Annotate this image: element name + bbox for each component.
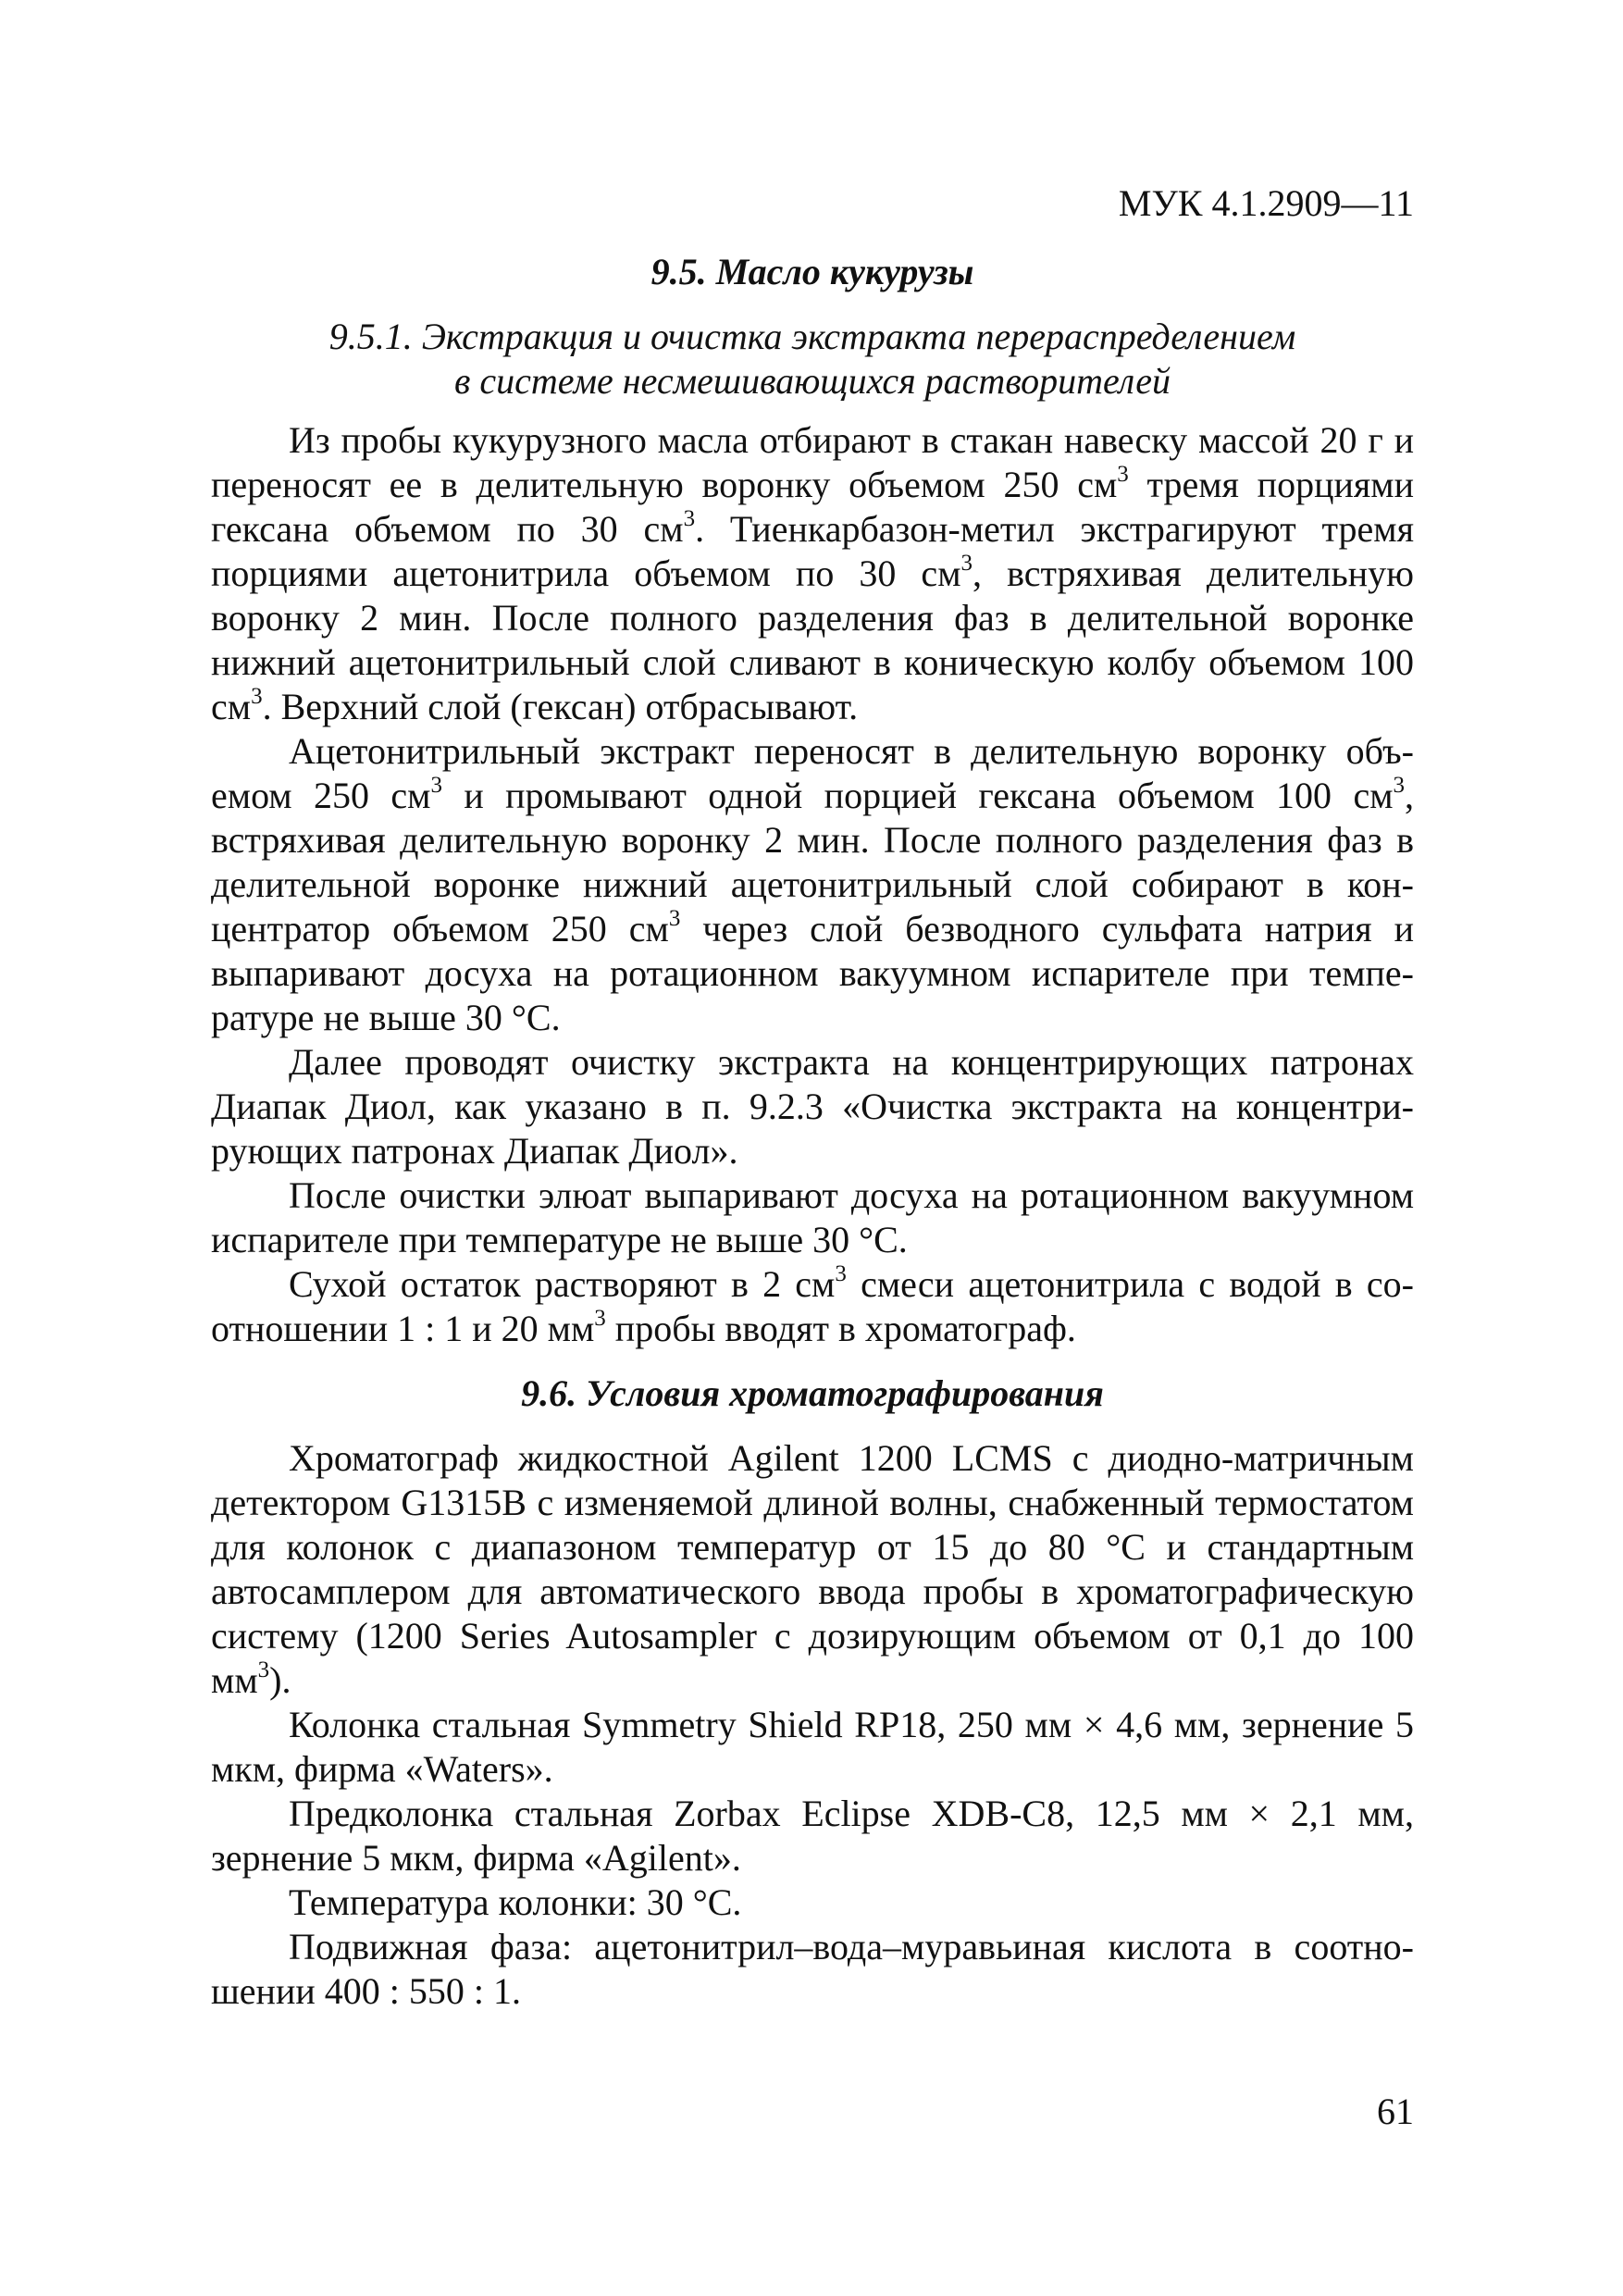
subsection-title-line-2: в системе несмешивающихся растворителей bbox=[453, 360, 1171, 402]
paragraph-eluate-evaporation: После очистки элюат выпаривают досуха на ротационном вакуумном испарителе при температуре не выше 30 °С. bbox=[211, 1174, 1414, 1260]
section-title-corn-oil: 9.5. Масло кукурузы bbox=[650, 251, 974, 292]
section-title-chromatography-conditions: 9.6. Условия хроматографирования bbox=[521, 1372, 1104, 1414]
paragraph-column-temperature: Температура колонки: 30 °С. bbox=[289, 1881, 742, 1923]
document-code: МУК 4.1.2909—11 bbox=[1118, 182, 1414, 224]
page-number: 61 bbox=[1377, 2091, 1414, 2132]
paragraph-chromatograph: Хроматограф жидкостной Agilent 1200 LCMS с диодно-матричным детектором G1315B с изменяемой длиной волны, снабженный термостатом для колонок с диапазоном температур от 15 до 80 °С и стандартным автосамплером для автоматического ввода пробы в хроматографическую систему (1200 Series Autosampler с дозирующим объемом от 0,1 до 100 $мм^3$). bbox=[211, 1437, 1414, 1701]
paragraph-cartridge-cleanup: Далее проводят очистку экстракта на концентрирующих патронах Диапак Диол, как указано в п. 9.2.3 «Очистка экстракта на концентрирующих патронах Диапак Диол». bbox=[211, 1041, 1414, 1172]
paragraph-extract-washing: Ацетонитрильный экстракт переносят в делительную воронку объемом 250 $см^3$ и промывают одной порцией гексана объемом 100 $см^3$, встряхивая делительную воронку 2 мин. После полного разделения фаз в делительной воронке нижний ацетонитрильный слой собирают в концентратор объемом 250 $см^3$ через слой безводного сульфата натрия и выпаривают досуха на ротационном вакуумном испарителе при температуре не выше 30 °С. bbox=[211, 730, 1415, 1038]
subsection-title-extraction bbox=[211, 315, 1414, 403]
paragraph-sample-extraction: Из пробы кукурузного масла отбирают в стакан навеску массой 20 г и переносят ее в делительную воронку объемом 250 $см^3$ тремя порциями гексана объемом по 30 $см^3$. Тиенкарбазон-метил экстрагируют тремя порциями ацетонитрила объемом по 30 $см^3$, встряхивая делительную воронку 2 мин. После полного разделения фаз в делительной воронке нижний ацетонитрильный слой сливают в коническую колбу объемом 100 $см^3$. Верхний слой (гексан) отбрасывают. bbox=[211, 419, 1415, 727]
paragraph-column: Колонка стальная Symmetry Shield RP18, 250 мм × 4,6 мм, зернение 5 мкм, фирма «Waters». bbox=[211, 1704, 1414, 1790]
subsection-title-line-1: 9.5.1. Экстракция и очистка экстракта перераспределением bbox=[328, 316, 1296, 357]
paragraph-precolumn: Предколонка стальная Zorbax Eclipse XDB-C8, 12,5 мм × 2,1 мм, зернение 5 мкм, фирма «Agilent». bbox=[211, 1793, 1414, 1879]
paragraph-mobile-phase: Подвижная фаза: ацетонитрил–вода–муравьиная кислота в соотношении 400 : 550 : 1. bbox=[211, 1926, 1414, 2012]
document-page bbox=[211, 181, 1414, 2014]
paragraph-residue-dissolution: Сухой остаток растворяют в 2 $см^3$ смеси ацетонитрила с водой в соотношении 1 : 1 и 20 $мм^3$ пробы вводят в хроматограф. bbox=[211, 1261, 1414, 1349]
